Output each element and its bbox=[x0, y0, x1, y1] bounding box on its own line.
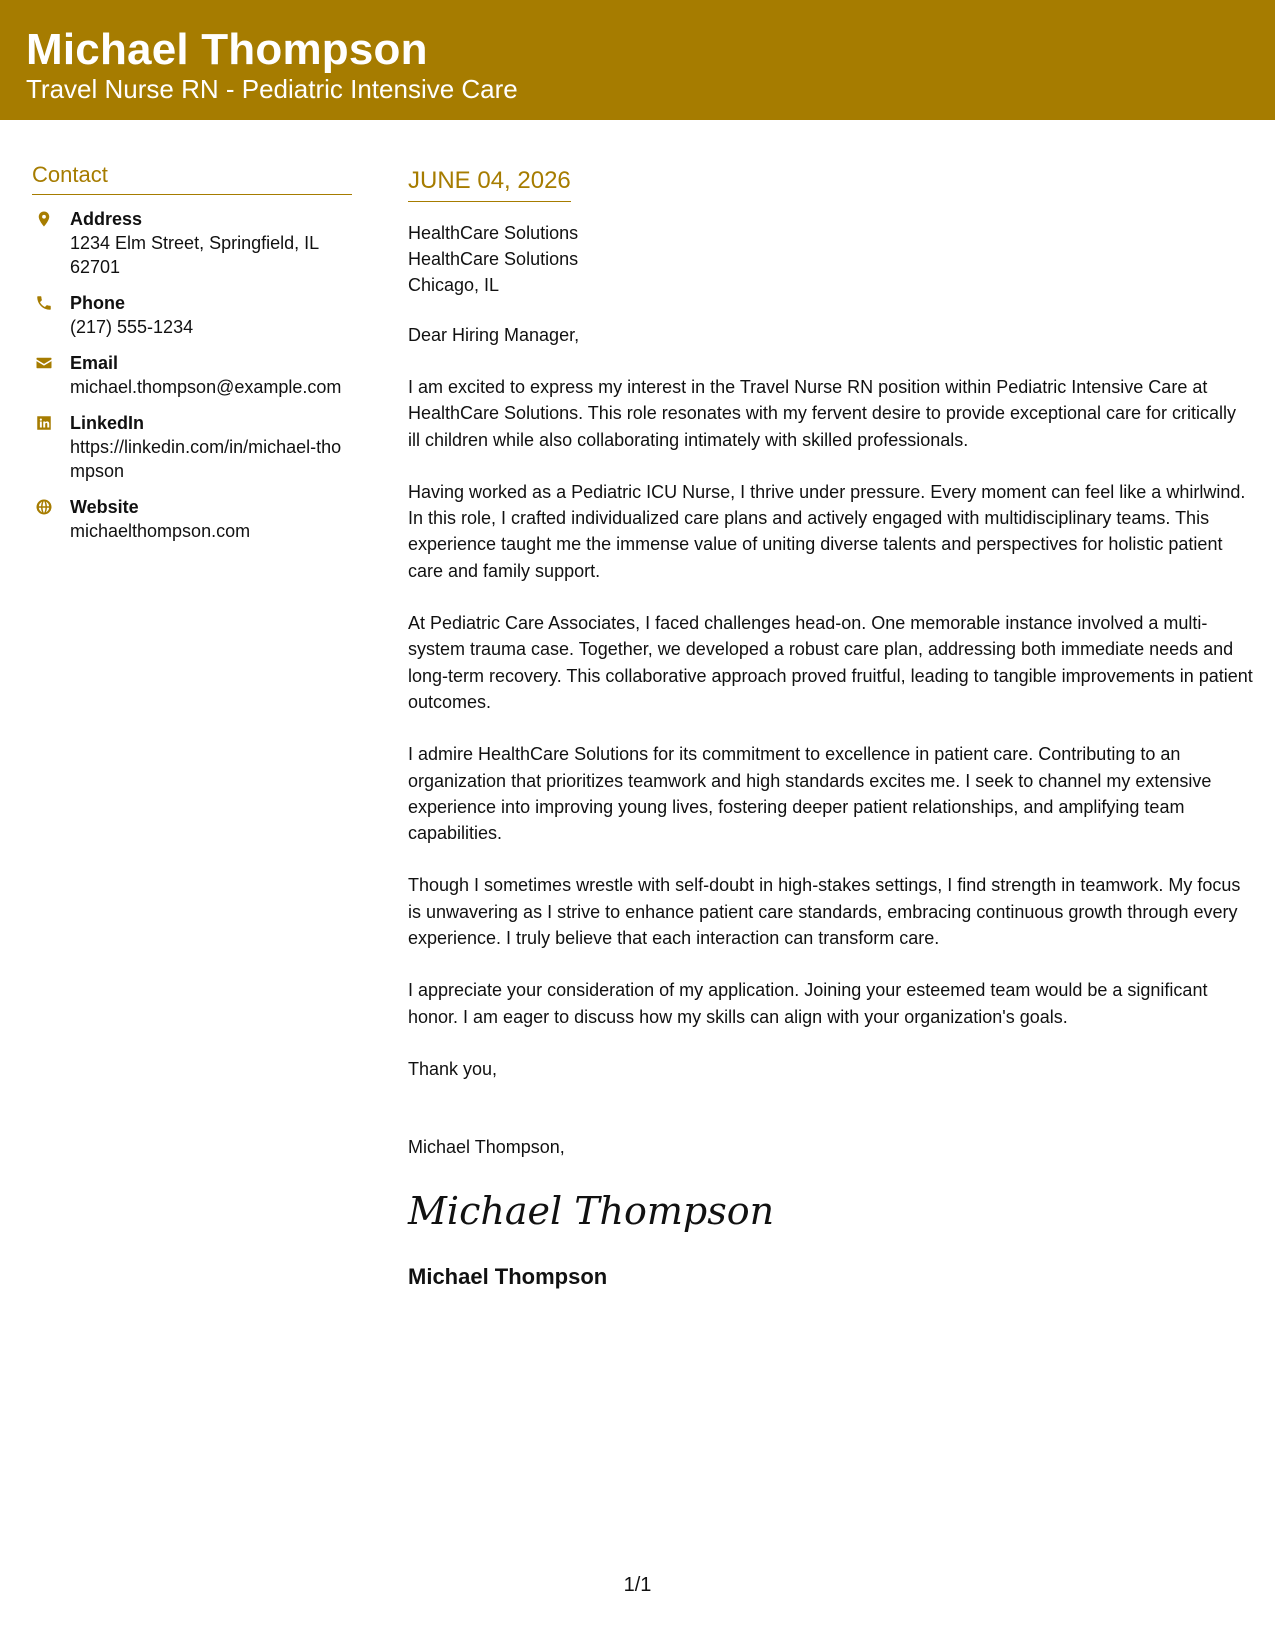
phone-value: (217) 555-1234 bbox=[70, 317, 194, 337]
recipient-line: HealthCare Solutions bbox=[408, 223, 579, 243]
letter-paragraph: I admire HealthCare Solutions for its commitment to excellence in patient care. Contributing to an organization that prioritizes teamwork and high standards excites me. I seek to channel my extensive experience into improving young lives, fostering deeper patient relationships, and amplifying team capabilities. bbox=[408, 744, 1212, 844]
applicant-title: Travel Nurse RN - Pediatric Intensive Care bbox=[26, 74, 518, 104]
recipient-line: HealthCare Solutions bbox=[408, 249, 579, 269]
handwritten-signature: Michael Thompson bbox=[408, 1188, 775, 1233]
letter-body bbox=[408, 165, 1253, 1292]
contact-email bbox=[32, 351, 352, 399]
address-label: Address bbox=[70, 209, 143, 229]
email-label: Email bbox=[70, 353, 119, 373]
header-banner bbox=[0, 0, 1275, 120]
letter-paragraph: Having worked as a Pediatric ICU Nurse, I thrive under pressure. Every moment can feel like a whirlwind. In this role, I crafted individualized care plans and actively engaged with multidisciplinary teams. This experience taught me the immense value of uniting diverse talents and perspectives for holistic patient care and family support. bbox=[408, 481, 1246, 581]
linkedin-label: LinkedIn bbox=[70, 413, 145, 433]
contact-phone bbox=[32, 291, 352, 339]
letter-paragraph: I am excited to express my interest in the Travel Nurse RN position within Pediatric Intensive Care at HealthCare Solutions. This role resonates with my fervent desire to provide exceptional care for critically ill children while also collaborating intimately with skilled professionals. bbox=[408, 377, 1237, 450]
printed-name: Michael Thompson bbox=[408, 1263, 608, 1289]
applicant-name: Michael Thompson bbox=[26, 25, 428, 74]
salutation: Dear Hiring Manager, bbox=[408, 325, 580, 345]
page-number: 1/1 bbox=[623, 1574, 652, 1596]
address-value: 1234 Elm Street, Springfield, IL 62701 bbox=[70, 233, 319, 277]
phone-icon bbox=[34, 293, 54, 313]
recipient-block bbox=[408, 220, 1253, 298]
closing: Thank you, bbox=[408, 1058, 498, 1079]
contact-website bbox=[32, 495, 352, 543]
phone-label: Phone bbox=[70, 293, 126, 313]
signoff-name: Michael Thompson, bbox=[408, 1136, 565, 1157]
linkedin-icon bbox=[34, 413, 54, 433]
recipient-line: Chicago, IL bbox=[408, 275, 500, 295]
email-value[interactable]: michael.thompson@example.com bbox=[70, 377, 342, 397]
letter-date: JUNE 04, 2026 bbox=[408, 165, 571, 202]
contact-linkedin bbox=[32, 411, 352, 483]
website-value[interactable]: michaelthompson.com bbox=[70, 521, 251, 541]
website-label: Website bbox=[70, 497, 139, 517]
linkedin-value[interactable]: https://linkedin.com/in/michael-thompson bbox=[70, 437, 342, 481]
contact-sidebar bbox=[32, 160, 352, 543]
envelope-icon bbox=[34, 353, 54, 373]
letter-paragraph: At Pediatric Care Associates, I faced challenges head-on. One memorable instance involved a multi-system trauma case. Together, we developed a robust care plan, addressing both immediate needs and long-term recovery. This collaborative approach proved fruitful, leading to tangible improvements in patient outcomes. bbox=[408, 613, 1253, 712]
globe-icon bbox=[34, 497, 54, 517]
contact-heading: Contact bbox=[32, 160, 352, 195]
contact-address bbox=[32, 207, 352, 279]
letter-paragraph: Though I sometimes wrestle with self-doubt in high-stakes settings, I find strength in teamwork. My focus is unwavering as I strive to enhance patient care standards, embracing continuous growth through every experience. I truly believe that each interaction can transform care. bbox=[408, 875, 1241, 949]
letter-paragraph: I appreciate your consideration of my application. Joining your esteemed team would be a significant honor. I am eager to discuss how my skills can align with your organization's goals. bbox=[408, 980, 1208, 1027]
map-pin-icon bbox=[34, 209, 54, 229]
